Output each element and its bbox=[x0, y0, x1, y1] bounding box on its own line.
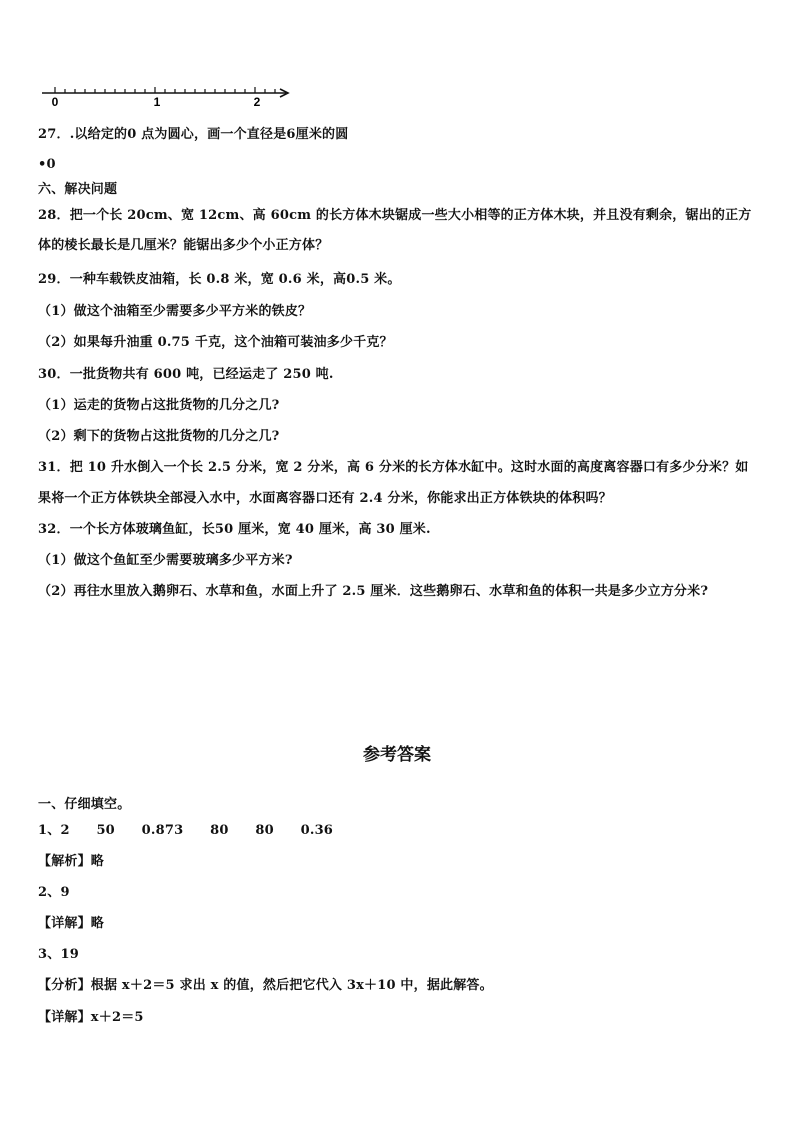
question-32: 32．一个长方体玻璃鱼缸，长50 厘米，宽 40 厘米，高 30 厘米. bbox=[38, 522, 431, 537]
question-27: 27．.以给定的0 点为圆心，画一个直径是6厘米的圆 bbox=[38, 127, 349, 142]
answers-title: 参考答案 bbox=[363, 745, 431, 765]
question-31-line1: 31．把 10 升水倒入一个长 2.5 分米，宽 2 分米，高 6 分米的长方体水缸中。这时水面的高度离容器口有多少分米？如 bbox=[38, 460, 749, 475]
answer-3-detail: 【详解】x＋2＝5 bbox=[38, 1010, 144, 1025]
question-30-part2: （2）剩下的货物占这批货物的几分之几? bbox=[38, 429, 280, 444]
answer-value: 0.36 bbox=[300, 823, 334, 838]
answer-value: 0.873 bbox=[141, 823, 184, 838]
tick-label-0: 0 bbox=[51, 95, 59, 109]
tick-label-2: 2 bbox=[253, 95, 261, 109]
tick-label-1: 1 bbox=[153, 95, 161, 109]
answer-1-note: 【解析】略 bbox=[38, 854, 105, 869]
section-heading-solve: 六、解决问题 bbox=[38, 182, 118, 197]
question-28-line2: 体的棱长最长是几厘米？能锯出多少个小正方体？ bbox=[38, 238, 329, 253]
answer-value: 80 bbox=[210, 823, 229, 838]
question-30: 30．一批货物共有 600 吨，已经运走了 250 吨. bbox=[38, 367, 334, 382]
question-28-line1: 28．把一个长 20cm、宽 12cm、高 60cm 的长方体木块锯成一些大小相等的正方体木块，并且没有剩余，锯出的正方 bbox=[38, 208, 752, 223]
answer-2: 2、9 bbox=[38, 885, 70, 900]
question-31-line2: 果将一个正方体铁块全部浸入水中，水面离容器口还有 2.4 分米，你能求出正方体铁块的体积吗？ bbox=[38, 491, 612, 506]
center-point-o: •0 bbox=[38, 157, 56, 172]
answer-2-note: 【详解】略 bbox=[38, 916, 105, 931]
question-29-part2: （2）如果每升油重 0.75 千克，这个油箱可装油多少千克？ bbox=[38, 335, 393, 350]
question-30-part1: （1）运走的货物占这批货物的几分之几? bbox=[38, 398, 280, 413]
answer-3-analysis: 【分析】根据 x＋2＝5 求出 x 的值，然后把它代入 3x＋10 中，据此解答。 bbox=[38, 978, 493, 993]
answer-value: 80 bbox=[255, 823, 274, 838]
question-32-part1: （1）做这个鱼缸至少需要玻璃多少平方米? bbox=[38, 553, 293, 568]
answers-section-1: 一、仔细填空。 bbox=[38, 797, 131, 812]
question-32-part2: （2）再往水里放入鹅卵石、水草和鱼，水面上升了 2.5 厘米．这些鹅卵石、水草和鱼的体积一共是多少立方分米? bbox=[38, 584, 709, 599]
number-line bbox=[38, 84, 298, 114]
question-29: 29．一种车载铁皮油箱，长 0.8 米，宽 0.6 米，高0.5 米。 bbox=[38, 272, 401, 287]
answer-1-values bbox=[38, 823, 333, 839]
answer-value: 50 bbox=[96, 823, 115, 838]
question-29-part1: （1）做这个油箱至少需要多少平方米的铁皮？ bbox=[38, 304, 312, 319]
answer-value: 1、2 bbox=[38, 823, 70, 838]
answer-3: 3、19 bbox=[38, 947, 79, 962]
